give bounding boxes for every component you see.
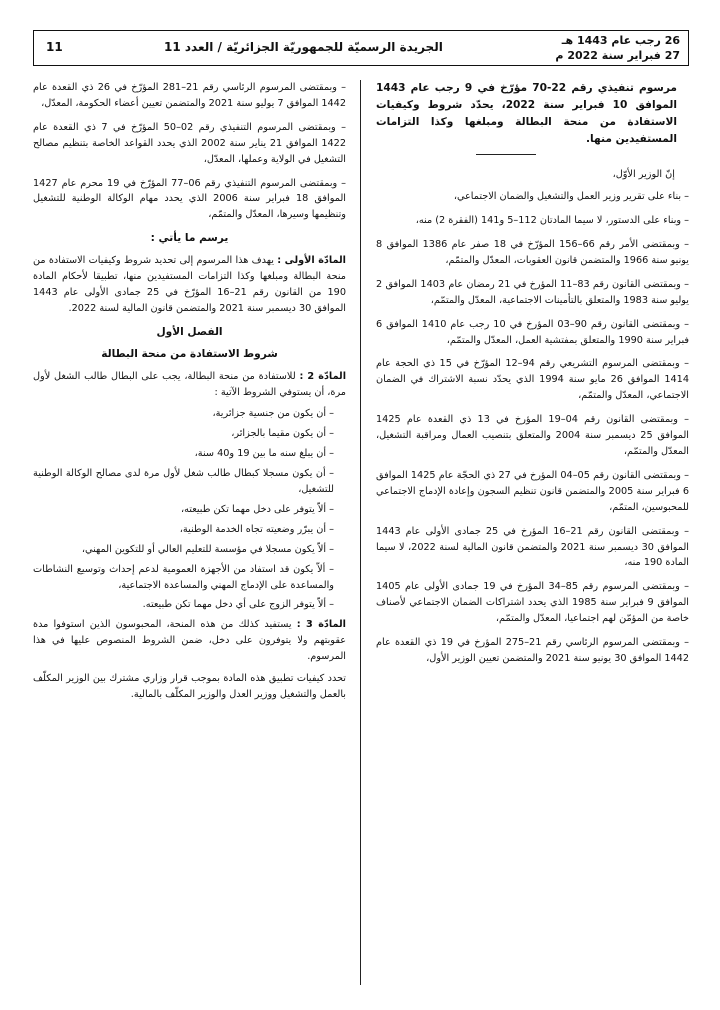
title-separator (476, 154, 536, 155)
decree-title: مرسوم تنفيذي رقم 22-70 مؤرّخ في 9 رجب عام 1443 الموافق 10 فبراير سنة 2022، يحدّد شروط وكيفيات الاستفادة من منحة البطالة ومبلغها وكذا التزامات المستفيدين منها. (376, 82, 677, 145)
intro-line: إنّ الوزير الأوّل، (612, 169, 675, 181)
journal-title: الجريدة الرسميّة للجمهوريّة الجزائريّة / العدد 11 (164, 40, 443, 54)
column-divider (360, 80, 361, 985)
right-column (376, 80, 689, 675)
decrees-heading: يرسم ما يأتي : (150, 232, 229, 245)
visa-paragraph: – وبناء على الدستور، لا سيما المادتان 112–5 و141 (الفقرة 2) منه، (415, 215, 689, 227)
condition-item: – أن يكون مسجلا كبطال طالب شغل لأول مرة لدى مصالح الوكالة الوطنية للتشغيل، (33, 468, 334, 496)
visa-paragraph: – وبمقتضى الأمر رقم 66–156 المؤرّخ في 18 صفر عام 1386 الموافق 8 يونيو سنة 1966 والمتضمن قانون العقوبات، المعدّل والمتمّم، (376, 239, 689, 266)
condition-item: – أن يبرّر وضعيته تجاه الخدمة الوطنية، (179, 523, 334, 535)
visa-paragraph: – وبمقتضى المرسوم التنفيذي رقم 06–77 المؤرّخ في 19 محرم عام 1427 الموافق 18 فبراير سنة 2006 الذي يحدد مهام الوكالة الوطنية للتشغيل وتنظيمها وسيرها، المعدّل والمتمّم، (33, 177, 346, 221)
chapter-title: الفصل الأول (156, 325, 223, 338)
condition-item: – أن يكون مقيما بالجزائر، (231, 428, 334, 440)
visa-paragraph: – وبمقتضى القانون رقم 05–04 المؤرخ في 27 ذي الحجّة عام 1425 الموافق 6 فبراير سنة 2005 والمتضمن قانون تنظيم السجون وإعادة الإدماج الاجتماعي للمحبوسين، المتمّم، (376, 469, 689, 513)
page-number: 11 (46, 40, 63, 54)
article-2 (33, 369, 346, 401)
visa-paragraph: – وبمقتضى القانون رقم 04–19 المؤرخ في 13 ذي القعدة عام 1425 الموافق 25 ديسمبر سنة 2004 والمتعلق بتنصيب العمال ومراقبة التشغيل، المعدّل والمتمّم، (376, 414, 689, 457)
visa-paragraph: – وبمقتضى المرسوم رقم 85–34 المؤرخ في 19 جمادى الأولى عام 1405 الموافق 9 فبراير سنة 1985 الذي يحدد اشتراكات الضمان الاجتماعي لأصناف خاصة من المؤمّن لهم اجتماعيا، المعدّل والمتمّم، (376, 581, 690, 625)
condition-item: – ألاّ يتوفر على دخل مهما تكن طبيعته، (180, 503, 334, 515)
visa-paragraph: – وبمقتضى المرسوم التشريعي رقم 94–12 المؤرّخ في 15 ذي الحجة عام 1414 الموافق 26 مايو سنة 1994 الذي يحدّد نسبة الاشتراك في الضمان الاجتماعي، المعدّل والمتمّم، (376, 358, 689, 402)
visa-paragraph: – وبمقتضى القانون رقم 83–11 المؤرخ في 21 رمضان عام 1403 الموافق 2 يوليو سنة 1983 والمتعلق بالتأمينات الاجتماعية، المعدّل والمتمّم، (376, 278, 690, 306)
article-2-label: المادّة 2 : (299, 370, 347, 382)
text-columns (33, 80, 689, 990)
visa-paragraph: – وبمقتضى المرسوم الرئاسي رقم 21–281 المؤرّخ في 26 ذي القعدة عام 1442 الموافق 7 يوليو سنة 2021 والمتضمن تعيين أعضاء الحكومة، المعدّل، (33, 82, 347, 109)
visa-paragraph: – وبمقتضى المرسوم التنفيذي رقم 02–50 المؤرّخ في 7 ذي القعدة عام 1422 الموافق 21 يناير سنة 2002 الذي يحدد القواعد الخاصة بتنظيم مصالح التشغيل في الولاية وعملها، المعدّل، (33, 121, 347, 165)
visa-paragraph: – وبمقتضى المرسوم الرئاسي رقم 21–275 المؤرخ في 19 ذي القعدة عام 1442 الموافق 30 يونيو سنة 2021 والمتضمن تعيين الوزير الأول، (376, 637, 690, 664)
article-1-text: يهدف هذا المرسوم إلى تحديد شروط وكيفيات الاستفادة من منحة البطالة ومبلغها وكذا التزامات المستفيدين منها، تطبيقا لأحكام المادة 190 من القانون رقم 21–16 المؤرّخ في 25 جمادى الأولى عام 1443 الموافق 30 ديسمبر سنة 2021 والمتضمن قانون المالية لسنة 2022. (33, 255, 347, 314)
condition-item: – ألاّ يتوفر الزوج على أي دخل مهما تكن طبيعته. (142, 599, 334, 611)
visa-paragraph: – وبمقتضى القانون رقم 21–16 المؤرخ في 25 جمادى الأولى عام 1443 الموافق 30 ديسمبر سنة 2021 والمتضمن قانون المالية لسنة 2022، لا سيما المادة 190 منه، (376, 525, 690, 569)
chapter-subtitle: شروط الاستفادة من منحة البطالة (101, 347, 278, 360)
closing-paragraph: تحدد كيفيات تطبيق هذه المادة بموجب قرار وزاري مشترك بين الوزير المكلّف بالعمل والتشغيل ووزير العدل والوزير المكلّف بالمالية. (33, 673, 346, 700)
condition-item: – ألاّ يكون مسجلا في مؤسسة للتعليم العالي أو للتكوين المهني، (81, 543, 334, 555)
article-3 (33, 617, 346, 665)
article-2-text: للاستفادة من منحة البطالة، يجب على البطال طالب الشغل لأول مرة، أن يستوفي الشروط الآتية : (33, 370, 346, 398)
header-date-hijri: 26 رجب عام 1443 هـ (561, 34, 680, 47)
article-1-label: المادّة الأولى : (277, 255, 346, 267)
article-3-text: يستفيد كذلك من هذه المنحة، المحبوسون الذين استوفوا مدة عقوبتهم ولا يتوفرون على دخل، ضمن الشروط المنصوص عليها في هذا المرسوم. (33, 619, 346, 663)
condition-item: – أن يكون من جنسية جزائرية، (212, 408, 334, 420)
article-3-label: المادّة 3 : (296, 619, 346, 631)
visa-paragraph: – وبمقتضى القانون رقم 90–03 المؤرخ في 10 رجب عام 1410 الموافق 6 فبراير سنة 1990 والمتعلق بمفتشية العمل، المعدّل والمتمّم، (376, 318, 690, 346)
article-1 (33, 253, 346, 317)
page-header (33, 30, 689, 66)
header-date (555, 33, 680, 63)
left-column (33, 80, 346, 711)
header-date-gregorian: 27 فبراير سنة 2022 م (555, 49, 680, 62)
visa-paragraph: – بناء على تقرير وزير العمل والتشغيل والضمان الاجتماعي، (453, 191, 689, 203)
gazette-page (33, 30, 689, 990)
condition-item: – ألاّ يكون قد استفاد من الأجهزة العمومية لدعم إحداث وتوسيع النشاطات والمساعدة على الإدماج المهني والمساعدة الاجتماعية، (33, 563, 334, 591)
condition-item: – أن يبلغ سنه ما بين 19 و40 سنة، (194, 448, 334, 460)
